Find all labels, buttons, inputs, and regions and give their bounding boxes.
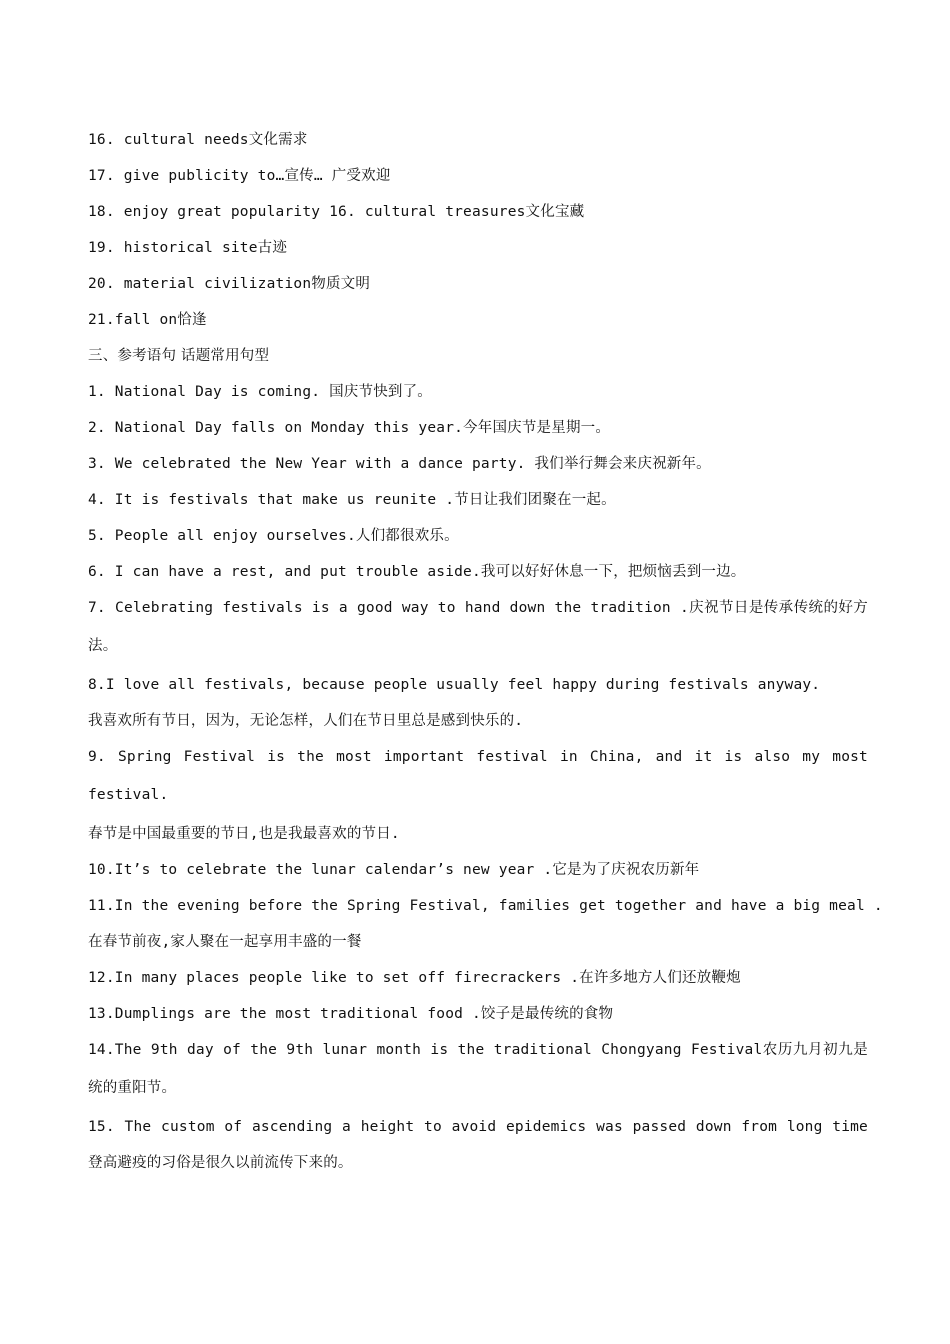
- sentence-11-translation: 在春节前夜,家人聚在一起享用丰盛的一餐: [88, 934, 362, 950]
- sentence-9-cont: festival.: [88, 787, 169, 803]
- vocab-line-17: 17. give publicity to…宣传… 广受欢迎: [88, 168, 391, 184]
- sentence-11: 11.In the evening before the Spring Festival, families get together and have a big meal .: [88, 898, 883, 914]
- sentence-4: 4. It is festivals that make us reunite .节日让我们团聚在一起。: [88, 492, 616, 508]
- sentence-6: 6. I can have a rest, and put trouble aside.我可以好好休息一下，把烦恼丢到一边。: [88, 564, 746, 580]
- sentence-8: 8.I love all festivals, because people usually feel happy during festivals anyway.: [88, 677, 821, 693]
- sentence-1: 1. National Day is coming. 国庆节快到了。: [88, 384, 433, 400]
- sentence-14-cont: 统的重阳节。: [88, 1080, 177, 1096]
- vocab-line-18: 18. enjoy great popularity 16. cultural treasures文化宝藏: [88, 204, 585, 220]
- sentence-14: 14.The 9th day of the 9th lunar month is the traditional Chongyang Festival农历九月初九是: [88, 1042, 868, 1058]
- sentence-7-cont: 法。: [88, 638, 118, 654]
- sentence-15: 15. The custom of ascending a height to avoid epidemics was passed down from long time: [88, 1119, 868, 1135]
- sentence-13: 13.Dumplings are the most traditional food .饺子是最传统的食物: [88, 1006, 614, 1022]
- sentence-7: 7. Celebrating festivals is a good way to hand down the tradition .庆祝节日是传承传统的好方: [88, 600, 868, 616]
- document-page: [88, 122, 883, 1181]
- sentence-12: 12.In many places people like to set off firecrackers .在许多地方人们还放鞭炮: [88, 970, 741, 986]
- sentence-2: 2. National Day falls on Monday this year.今年国庆节是星期一。: [88, 420, 611, 436]
- sentence-9: 9. Spring Festival is the most important festival in China, and it is also my most: [88, 749, 868, 765]
- sentence-3: 3. We celebrated the New Year with a dance party. 我们举行舞会来庆祝新年。: [88, 456, 711, 472]
- sentence-5: 5. People all enjoy ourselves.人们都很欢乐。: [88, 528, 459, 544]
- vocab-line-19: 19. historical site古迹: [88, 240, 288, 256]
- vocab-line-20: 20. material civilization物质文明: [88, 276, 371, 292]
- vocab-line-21: 21.fall on恰逢: [88, 312, 207, 328]
- vocab-line-16: 16. cultural needs文化需求: [88, 132, 308, 148]
- sentence-9-translation: 春节是中国最重要的节日,也是我最喜欢的节日.: [88, 826, 400, 842]
- sentence-8-translation: 我喜欢所有节日，因为，无论怎样，人们在节日里总是感到快乐的.: [88, 713, 524, 729]
- sentence-10: 10.It’s to celebrate the lunar calendar’s new year .它是为了庆祝农历新年: [88, 862, 700, 878]
- sentence-15-translation: 登高避疫的习俗是很久以前流传下来的。: [88, 1155, 353, 1171]
- section-heading: 三、参考语句 话题常用句型: [88, 348, 270, 364]
